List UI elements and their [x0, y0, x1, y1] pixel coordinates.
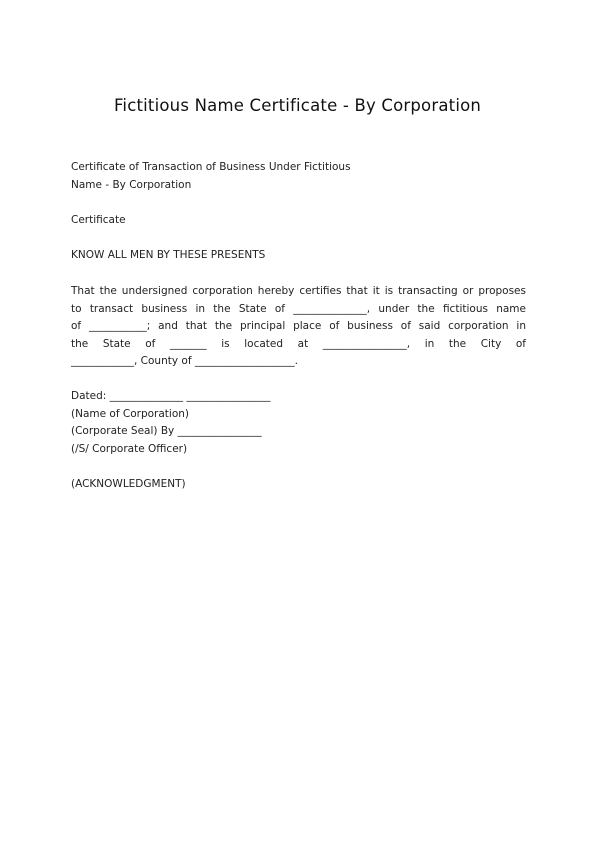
paragraph-line: ____________, County of ___________________.	[71, 355, 298, 368]
subtitle-line-2: Name - By Corporation	[71, 178, 192, 191]
paragraph-line: That the undersigned corporation hereby certifies that it is transacting or proposes	[71, 285, 526, 297]
dated-line: Dated: ______________ ________________	[71, 390, 271, 402]
signature-block	[71, 388, 526, 458]
corporate-officer: (/S/ Corporate Officer)	[71, 442, 188, 455]
subtitle-line-1: Certificate of Transaction of Business Under Fictitious	[71, 161, 351, 173]
corporate-seal-line: (Corporate Seal) By ________________	[71, 425, 262, 438]
preamble-text: KNOW ALL MEN BY THESE PRESENTS	[71, 249, 266, 261]
acknowledgment	[71, 476, 526, 494]
subtitle-block	[71, 159, 526, 194]
name-of-corporation: (Name of Corporation)	[71, 407, 189, 420]
paragraph-line: the State of _______ is located at ________________, in the City of	[71, 337, 526, 350]
document-title: Fictitious Name Certificate - By Corporation	[113, 96, 482, 115]
certification-paragraph	[71, 283, 526, 371]
preamble	[71, 247, 526, 265]
acknowledgment-text: (ACKNOWLEDGMENT)	[71, 478, 186, 490]
heading-text: Certificate	[71, 214, 126, 226]
paragraph-line: to transact business in the State of ______________, under the fictitious name	[71, 302, 526, 315]
paragraph-line: of ___________; and that the principal place of business of said corporation in	[71, 320, 526, 333]
certificate-heading	[71, 212, 526, 230]
